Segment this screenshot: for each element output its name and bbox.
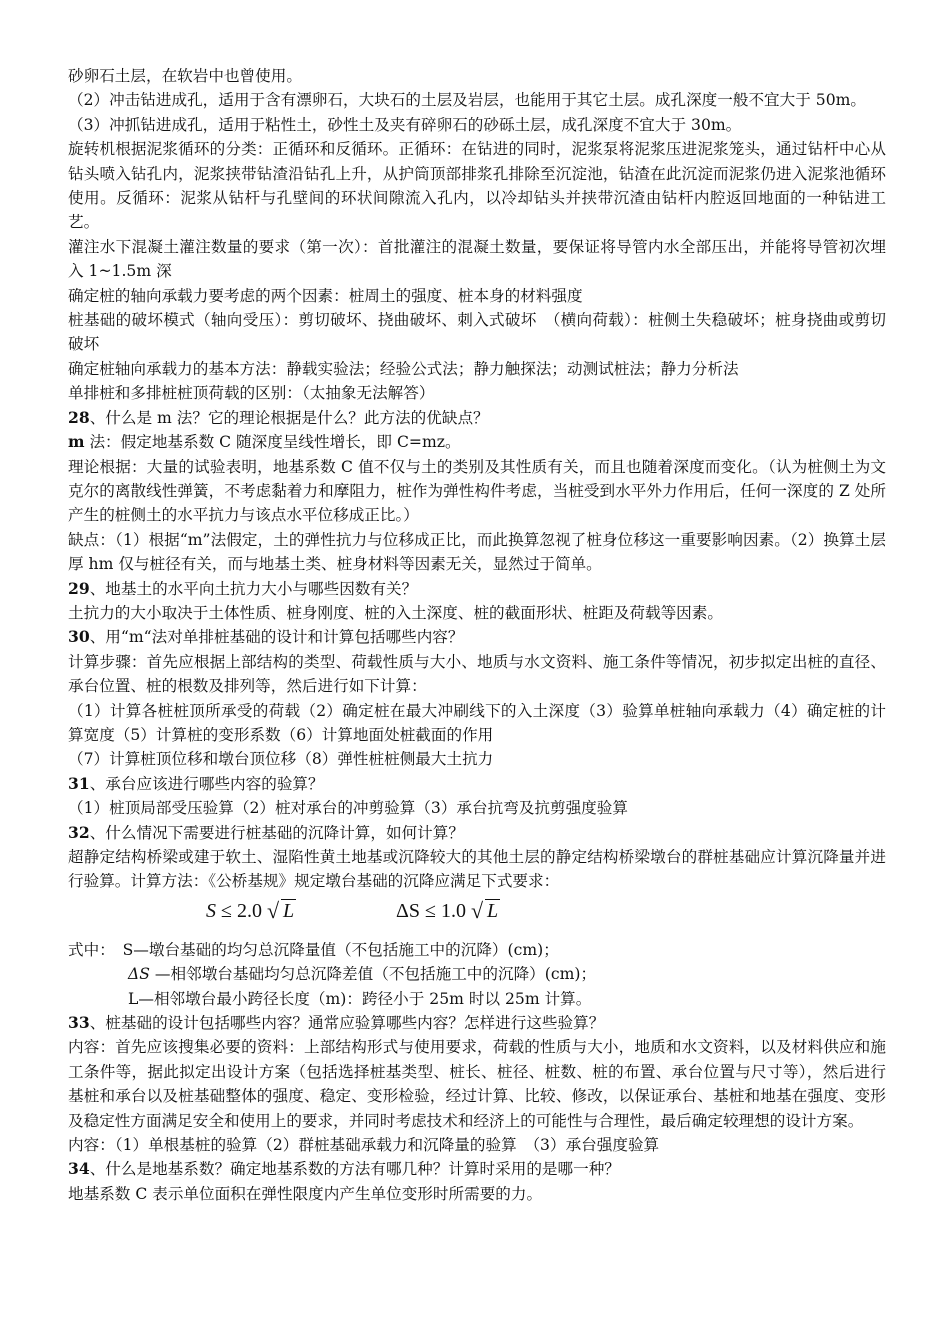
- question-number: 30: [68, 627, 90, 647]
- question-34: [68, 1157, 886, 1181]
- question-number: 33: [68, 1013, 90, 1033]
- formula-where-delta-s: ΔS —相邻墩台基础均匀总沉降差值（不包括施工中的沉降）(cm)；: [128, 965, 597, 984]
- question-text: 、桩基础的设计包括哪些内容？通常应验算哪些内容？怎样进行这些验算？: [89, 1014, 605, 1033]
- m-definition-text: 法：假定地基系数 C 随深度呈线性增长，即 C=mz。: [84, 433, 461, 452]
- text-paragraph: 灌注水下混凝土灌注数量的要求（第一次）：首批灌注的混凝土数量，要保证将导管内水全部压出，并能将导管初次埋入 1~1.5m 深: [68, 237, 886, 281]
- question-text: 、用“m“法对单排桩基础的设计和计算包括哪些内容？: [89, 628, 464, 647]
- formula-differential-settlement: ΔS ≤ 1.0 √ L: [396, 897, 499, 923]
- cons-paragraph: 缺点：（1）根据“m”法假定，土的弹性抗力与位移成正比，而此换算忽视了桩身位移这一重要影响因素。（2）换算土层厚 hm 仅与桩径有关，而与地基土类、桩身材料等因素无关，显然过于简单。: [68, 530, 886, 574]
- question-30: [68, 625, 886, 649]
- question-31: [68, 772, 886, 796]
- text-line: 单排桩和多排桩桩顶荷载的区别：（太抽象无法解答）: [68, 384, 435, 403]
- theory-paragraph: 理论根据：大量的试验表明，地基系数 C 值不仅与土的类别及其性质有关，而且也随着深度而变化。（认为桩侧土为文克尔的离散线性弹簧，不考虑黏着力和摩阻力，桩作为弹性构件考虑，当桩受到水平外力作用后，任何一深度的 Z 处所产生的桩侧土的水平抗力与该点水平位移成正比。）: [68, 457, 886, 525]
- sqrt-symbol: √ L: [266, 897, 295, 923]
- question-number: 28: [68, 407, 90, 427]
- question-number: 34: [68, 1159, 90, 1179]
- question-33: [68, 1011, 886, 1035]
- answer-30-list: （1）计算各桩桩顶所承受的荷载（2）确定桩在最大冲刷线下的入土深度（3）验算单桩轴向承载力（4）确定桩的计算宽度（5）计算桩的变形系数（6）计算地面处桩截面的作用: [68, 701, 886, 744]
- question-text: 、什么情况下需要进行桩基础的沉降计算，如何计算？: [89, 823, 464, 842]
- sqrt-symbol: √ L: [470, 897, 499, 923]
- question-text: 、什么是地基系数？确定地基系数的方法有哪几种？计算时采用的是哪一种？: [89, 1160, 620, 1179]
- question-text: 、地基土的水平向土抗力大小与哪些因数有关？: [89, 579, 418, 598]
- text-line: 确定桩轴向承载力的基本方法：静载实验法；经验公式法；静力触探法；动测试桩法；静力分析法: [68, 359, 739, 378]
- answer-29: 土抗力的大小取决于土体性质、桩身刚度、桩的入土深度、桩的截面形状、桩距及荷载等因素。: [68, 603, 723, 622]
- question-number: 31: [68, 773, 90, 793]
- m-method-definition: [68, 430, 886, 454]
- formula-where-l: L—相邻墩台最小跨径长度（m)：跨径小于 25m 时以 25m 计算。: [128, 989, 592, 1008]
- delta-s-symbol: ΔS: [128, 965, 150, 984]
- settlement-formula: [68, 894, 886, 938]
- answer-30-steps: 计算步骤：首先应根据上部结构的类型、荷载性质与大小、地质与水文资料、施工条件等情况，初步拟定出桩的直径、承台位置、桩的根数及排列等，然后进行如下计算：: [68, 652, 886, 696]
- question-29: [68, 577, 886, 601]
- answer-33-checks: 内容：（1）单根基桩的验算（2）群桩基础承载力和沉降量的验算 （3）承台强度验算: [68, 1136, 660, 1155]
- formula-where-s: 式中： S—墩台基础的均匀总沉降量值（不包括施工中的沉降）(cm)；: [68, 940, 559, 959]
- question-number: 29: [68, 578, 90, 598]
- answer-30-list: （7）计算桩顶位移和墩台顶位移（8）弹性桩桩侧最大土抗力: [68, 750, 494, 769]
- answer-32: 超静定结构桥梁或建于软土、湿陷性黄土地基或沉降较大的其他土层的静定结构桥梁墩台的群桩基础应计算沉降量并进行验算。计算方法：《公桥基规》规定墩台基础的沉降应满足下式要求：: [68, 848, 886, 891]
- text-line: 确定桩的轴向承载力要考虑的两个因素：桩周土的强度、桩本身的材料强度: [68, 286, 583, 305]
- question-number: 32: [68, 822, 90, 842]
- text-paragraph: 旋转机根据泥浆循环的分类：正循环和反循环。正循环：在钻进的同时，泥浆泵将泥浆压进泥浆笼头，通过钻杆中心从钻头喷入钻孔内，泥浆挟带钻渣沿钻孔上升，从护筒顶部排浆孔排除至沉淀池，钻渣在此沉淀而泥浆仍进入泥浆池循环使用。反循环：泥浆从钻杆与孔壁间的环状间隙流入孔内，以冷却钻头并挟带沉渣由钻杆内腔返回地面的一种钻进工艺。: [68, 140, 886, 232]
- question-text: 、承台应该进行哪些内容的验算？: [89, 774, 324, 793]
- document-page: [68, 64, 886, 1206]
- question-32: [68, 821, 886, 845]
- text-line: 砂卵石土层，在软岩中也曾使用。: [68, 67, 302, 85]
- answer-31: （1）桩顶局部受压验算（2）桩对承台的冲剪验算（3）承台抗弯及抗剪强度验算: [68, 799, 628, 818]
- m-label: m: [68, 432, 85, 452]
- question-text: 、什么是 m 法？它的理论根据是什么？此方法的优缺点？: [89, 408, 489, 427]
- text-paragraph: 桩基础的破坏模式（轴向受压）：剪切破坏、挠曲破坏、刺入式破坏 （横向荷载）：桩侧土失稳破坏；桩身挠曲或剪切破坏: [68, 311, 886, 354]
- text-line: （2）冲击钻进成孔，适用于含有漂卵石，大块石的土层及岩层，也能用于其它土层。成孔深度一般不宜大于 50m。: [68, 91, 867, 110]
- answer-33-content: 内容：首先应该搜集必要的资料：上部结构形式与使用要求，荷载的性质与大小，地质和水文资料，以及材料供应和施工条件等，据此拟定出设计方案（包括选择桩基类型、桩长、桩径、桩数、桩的布置、承台位置与尺寸等），然后进行基桩和承台以及桩基础整体的强度、稳定、变形检验，经过计算、比较、修改，以保证承台、基桩和地基在强度、变形及稳定性方面满足安全和使用上的要求，并同时考虑技术和经济上的可能性与合理性，最后确定较理想的设计方案。: [68, 1038, 886, 1130]
- text-line: （3）冲抓钻进成孔，适用于粘性土，砂性土及夹有碎卵石的砂砾土层，成孔深度不宜大于 30m。: [68, 115, 742, 134]
- formula-total-settlement: S ≤ 2.0 √ L: [206, 897, 295, 923]
- answer-34: 地基系数 C 表示单位面积在弹性限度内产生单位变形时所需要的力。: [68, 1184, 543, 1203]
- question-28: [68, 406, 886, 430]
